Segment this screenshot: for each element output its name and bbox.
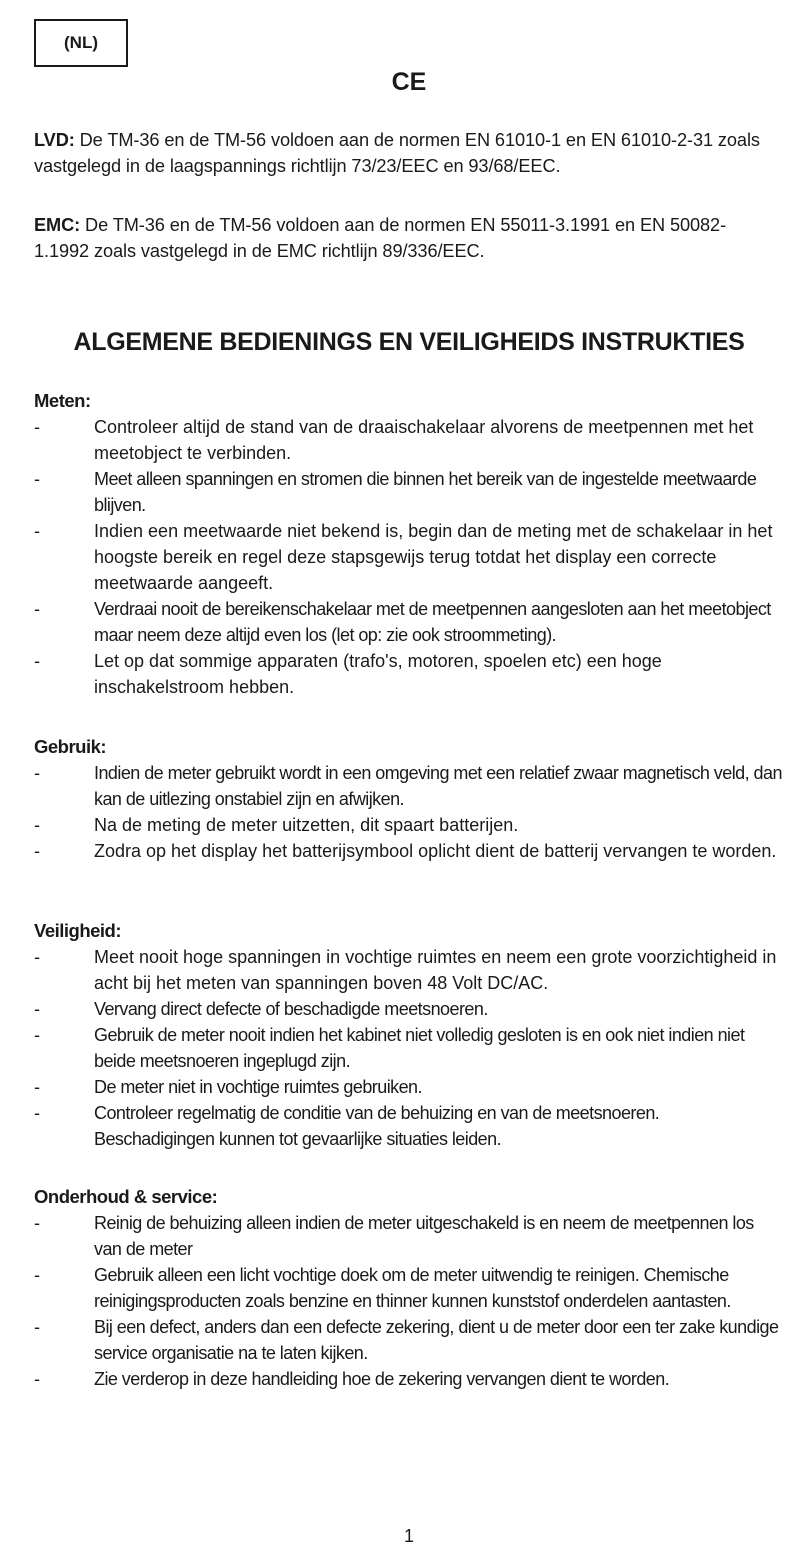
list-item — [34, 838, 784, 864]
list-item-text: Zodra op het display het batterijsymbool oplicht dient de batterij vervangen te worden. — [94, 841, 777, 861]
bullet-list — [34, 760, 784, 864]
list-item — [34, 596, 784, 648]
bullet-dash: - — [34, 1103, 40, 1123]
list-item-text: Gebruik alleen een licht vochtige doek om de meter uitwendig te reinigen. Chemische reinigingsproducten zoals benzine en thinner kunnen kunststof onderdelen aantasten. — [94, 1265, 731, 1311]
bullet-dash: - — [34, 1025, 40, 1045]
lvd-label: LVD: — [34, 130, 75, 150]
bullet-dash: - — [34, 1317, 40, 1337]
bullet-list — [34, 414, 784, 700]
bullet-dash: - — [34, 815, 40, 835]
bullet-dash: - — [34, 1077, 40, 1097]
list-item — [34, 648, 784, 700]
list-item-text: Controleer altijd de stand van de draaischakelaar alvorens de meetpennen met het meetobject te verbinden. — [94, 417, 754, 463]
section-heading: Gebruik: — [34, 736, 107, 757]
list-item-text: Vervang direct defecte of beschadigde meetsnoeren. — [94, 999, 488, 1019]
bullet-dash: - — [34, 841, 40, 861]
list-item-text: Gebruik de meter nooit indien het kabinet niet volledig gesloten is en ook niet indien niet beide meetsnoeren ingeplugd zijn. — [94, 1025, 745, 1071]
list-item-text: Verdraai nooit de bereikenschakelaar met de meetpennen aangesloten aan het meetobject maar neem deze altijd even los (let op: zie ook stroommeting). — [94, 599, 771, 645]
page-title: ALGEMENE BEDIENINGS EN VEILIGHEIDS INSTRUKTIES — [73, 328, 745, 356]
list-item — [34, 944, 784, 996]
list-item — [34, 1366, 784, 1392]
emc-label: EMC: — [34, 215, 81, 235]
section-meten — [34, 388, 784, 700]
page-number: 1 — [403, 1526, 414, 1546]
list-item-text: Bij een defect, anders dan een defecte zekering, dient u de meter door een ter zake kundige service organisatie na te laten kijken. — [94, 1317, 779, 1363]
list-item-text: Reinig de behuizing alleen indien de meter uitgeschakeld is en neem de meetpennen los van de meter — [94, 1213, 754, 1259]
section-gebruik — [34, 734, 784, 864]
list-item — [34, 996, 784, 1022]
list-item — [34, 1100, 784, 1152]
bullet-dash: - — [34, 999, 40, 1019]
list-item — [34, 760, 784, 812]
bullet-dash: - — [34, 1213, 40, 1233]
list-item — [34, 1022, 784, 1074]
list-item — [34, 1314, 784, 1366]
list-item — [34, 518, 784, 596]
section-heading: Onderhoud & service: — [34, 1186, 218, 1207]
bullet-dash: - — [34, 469, 40, 489]
bullet-list — [34, 944, 784, 1152]
emc-paragraph — [34, 212, 774, 264]
bullet-dash: - — [34, 1265, 40, 1285]
list-item — [34, 812, 784, 838]
list-item — [34, 1074, 784, 1100]
bullet-dash: - — [34, 651, 40, 671]
section-heading: Veiligheid: — [34, 920, 122, 941]
list-item-text: De meter niet in vochtige ruimtes gebruiken. — [94, 1077, 422, 1097]
bullet-dash: - — [34, 417, 40, 437]
list-item-text: Zie verderop in deze handleiding hoe de zekering vervangen dient te worden. — [94, 1369, 670, 1389]
bullet-dash: - — [34, 763, 40, 783]
list-item-text: Controleer regelmatig de conditie van de behuizing en van de meetsnoeren. Beschadigingen kunnen tot gevaarlijke situaties leiden. — [94, 1103, 660, 1149]
section-veiligheid — [34, 918, 784, 1152]
lvd-paragraph — [34, 127, 774, 179]
lvd-text: De TM-36 en de TM-56 voldoen aan de normen EN 61010-1 en EN 61010-2-31 zoals vastgelegd in de laagspannings richtlijn 73/23/EEC en 93/68/EEC. — [34, 130, 760, 176]
section-onderhoud — [34, 1184, 784, 1392]
bullet-dash: - — [34, 1369, 40, 1389]
list-item — [34, 1210, 784, 1262]
ce-mark: CE — [391, 68, 427, 96]
bullet-dash: - — [34, 521, 40, 541]
list-item-text: Indien de meter gebruikt wordt in een omgeving met een relatief zwaar magnetisch veld, dan kan de uitlezing onstabiel zijn en afwijken. — [94, 763, 782, 809]
bullet-list — [34, 1210, 784, 1392]
list-item — [34, 414, 784, 466]
section-heading: Meten: — [34, 390, 91, 411]
list-item-text: Indien een meetwaarde niet bekend is, begin dan de meting met de schakelaar in het hoogste bereik en regel deze stapsgewijs terug totdat het display een correcte meetwaarde aangeeft. — [94, 521, 773, 593]
list-item — [34, 466, 784, 518]
language-badge — [34, 19, 128, 67]
list-item-text: Na de meting de meter uitzetten, dit spaart batterijen. — [94, 815, 519, 835]
bullet-dash: - — [34, 599, 40, 619]
bullet-dash: - — [34, 947, 40, 967]
list-item-text: Let op dat sommige apparaten (trafo's, motoren, spoelen etc) een hoge inschakelstroom hebben. — [94, 651, 662, 697]
list-item — [34, 1262, 784, 1314]
emc-text: De TM-36 en de TM-56 voldoen aan de normen EN 55011-3.1991 en EN 50082-1.1992 zoals vastgelegd in de EMC richtlijn 89/336/EEC. — [34, 215, 727, 261]
list-item-text: Meet alleen spanningen en stromen die binnen het bereik van de ingestelde meetwaarde blijven. — [94, 469, 757, 515]
language-code: (NL) — [64, 33, 98, 52]
list-item-text: Meet nooit hoge spanningen in vochtige ruimtes en neem een grote voorzichtigheid in acht bij het meten van spanningen boven 48 Volt DC/AC. — [94, 947, 777, 993]
